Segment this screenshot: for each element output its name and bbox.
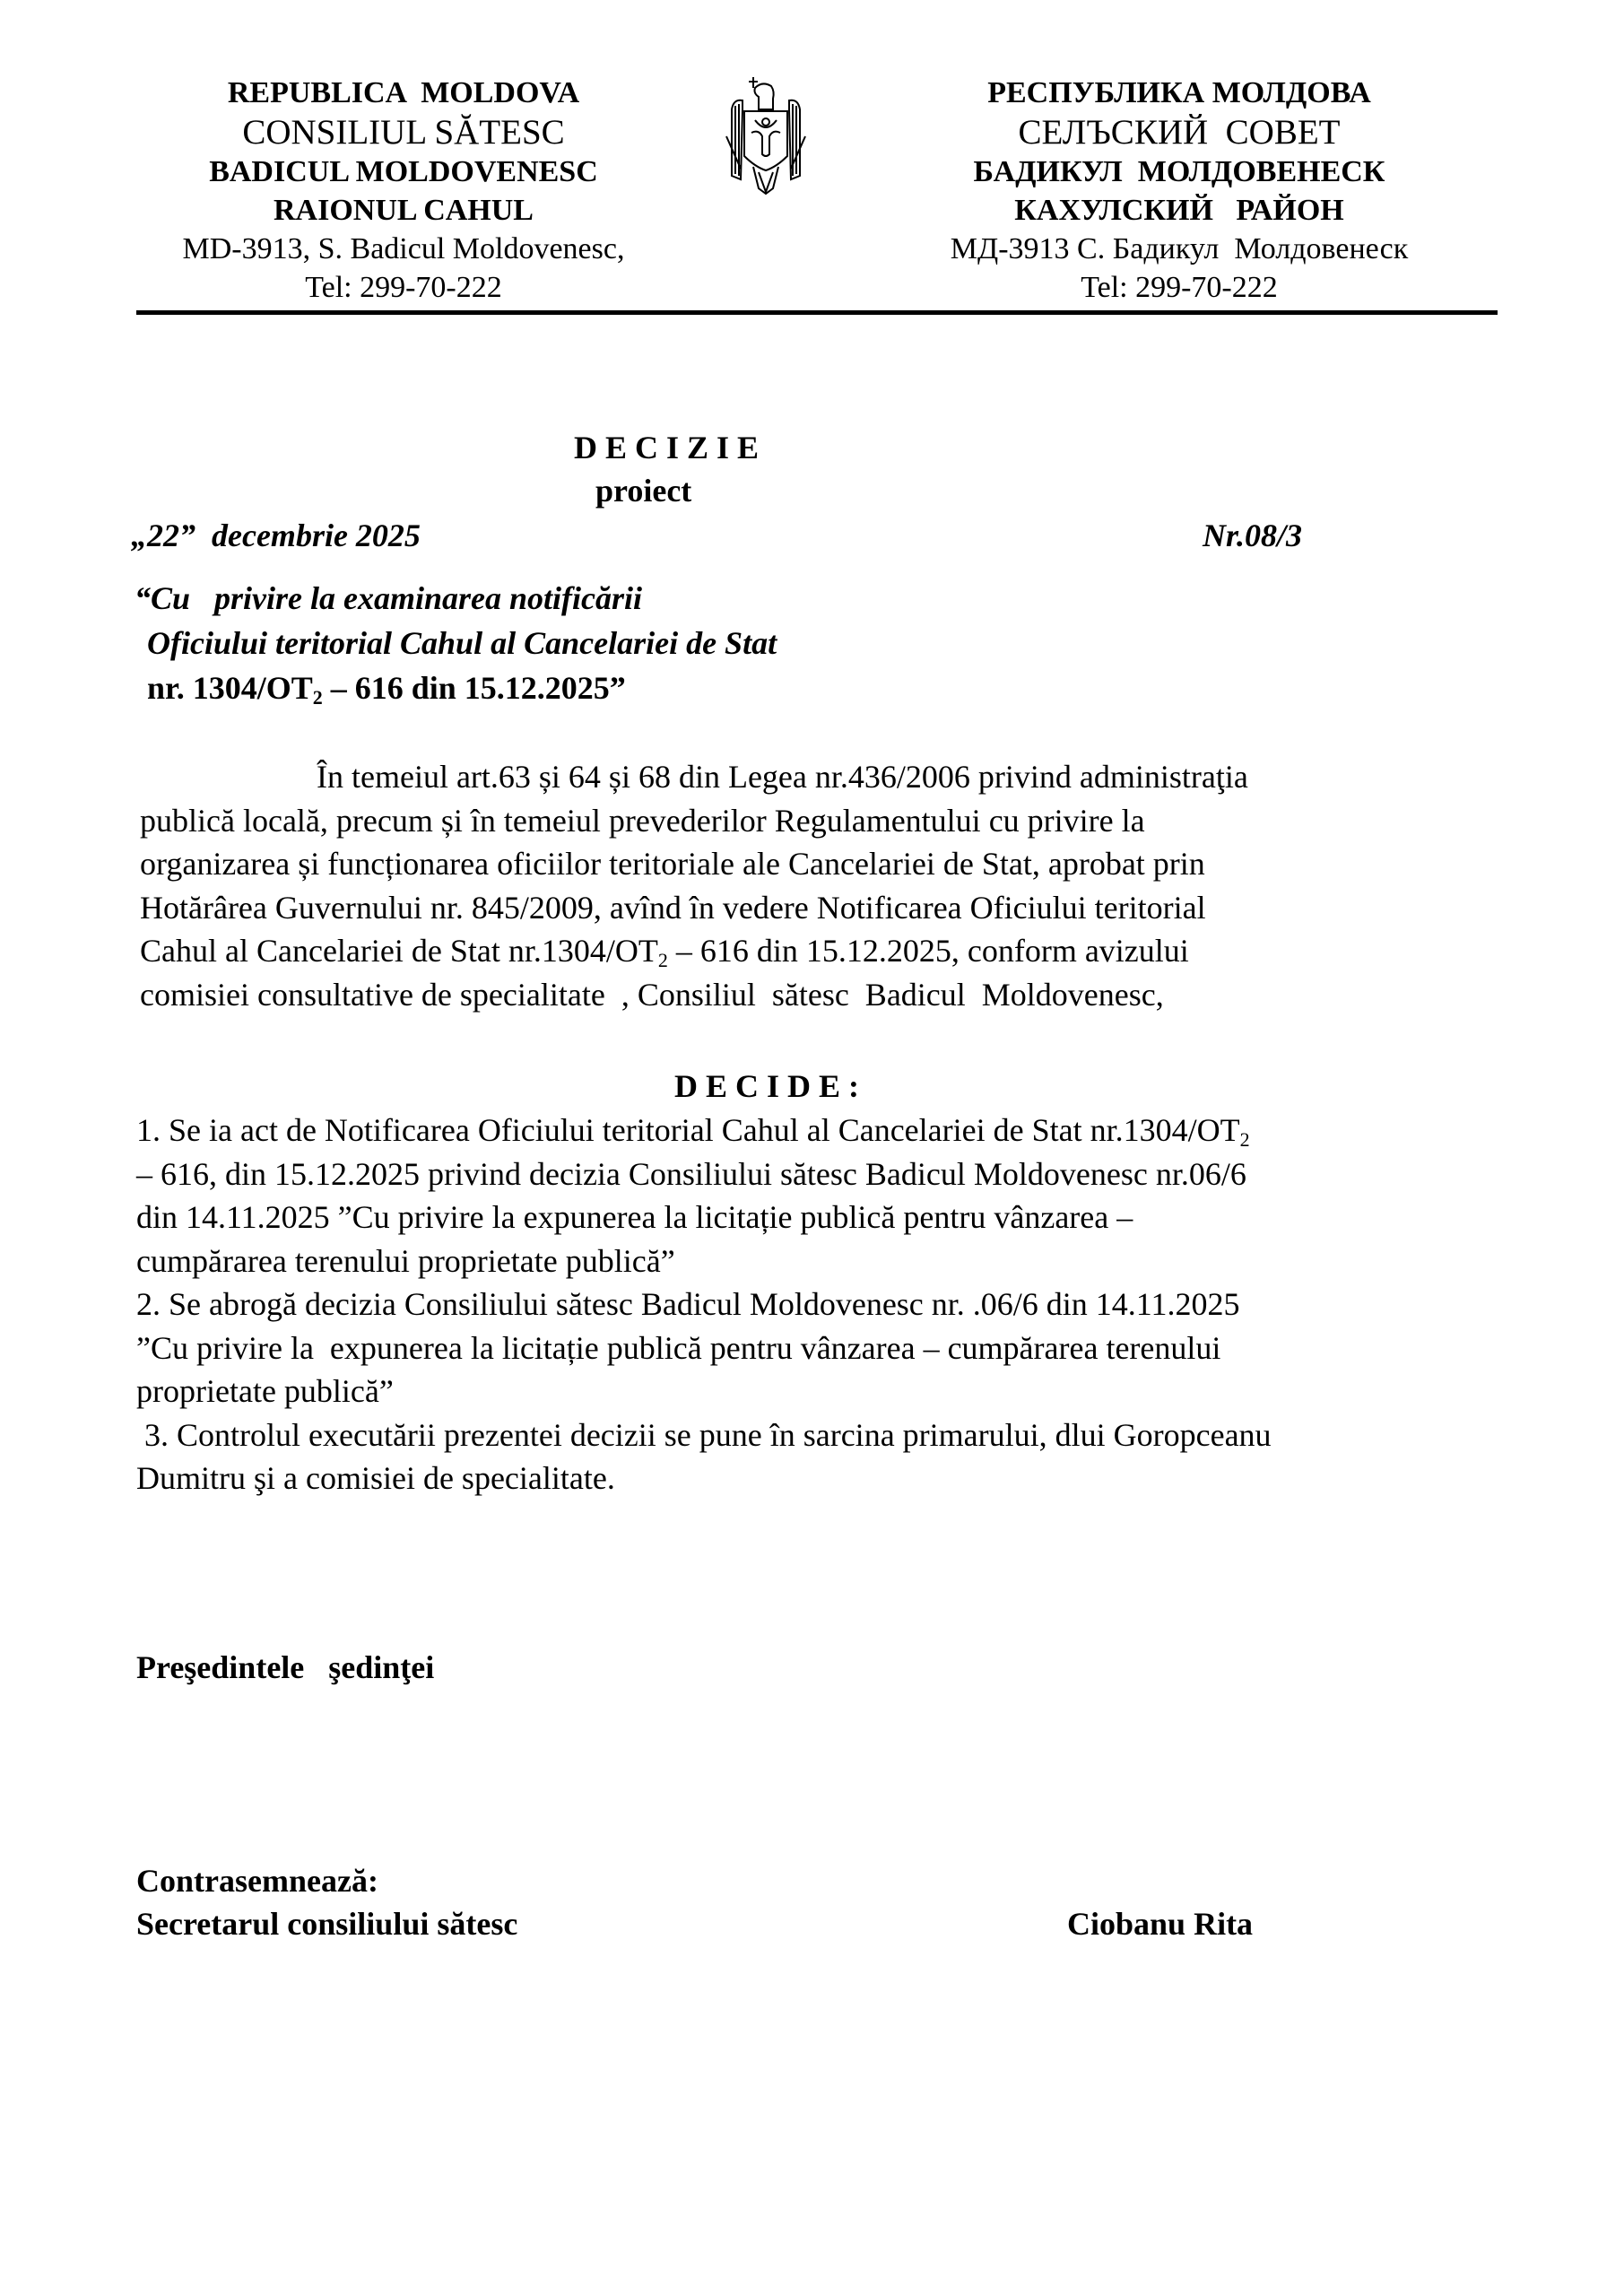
header-left-phone: Tel: 299-70-222: [305, 271, 502, 304]
header-right-block: [865, 74, 1493, 307]
header-left-district: RAIONUL CAHUL: [274, 194, 534, 227]
document-number: Nr.08/3: [1203, 517, 1303, 553]
decision-item-3-line: 3. Controlul executării prezentei decizii se pune în sarcina primarului, dlui Goropceanu: [136, 1416, 1272, 1453]
decision-item-2-line: 2. Se abrogă decizia Consiliului sătesc Badicul Moldovenesc nr. .06/6 din 14.11.2025: [136, 1286, 1240, 1322]
countersign-label: Contrasemnează:: [136, 1863, 378, 1899]
header-right-phone: Tel: 299-70-222: [1081, 271, 1278, 304]
subject-ref-number: nr. 1304/OT: [147, 670, 313, 706]
preamble-paragraph: [140, 755, 1503, 1016]
secretary-name: Ciobanu Rita: [1067, 1906, 1254, 1942]
header-left-address: MD-3913, S. Badicul Moldovenesc,: [182, 232, 625, 265]
coat-of-arms-icon: [723, 74, 809, 197]
header-right-address: МД-3913 С. Бадикул Молдовенеск: [950, 232, 1409, 265]
header-divider: [136, 310, 1498, 315]
decision-item-1-line: cumpărarea terenului proprietate publică”: [136, 1242, 675, 1279]
decision-item-1-line: din 14.11.2025 ”Cu privire la expunerea la licitație publică pentru vânzarea –: [136, 1199, 1133, 1235]
preamble-ref: Cahul al Cancelariei de Stat nr.1304/OT: [140, 933, 658, 969]
header-left-block: [90, 74, 717, 307]
subject-ref-rest: – 616 din 15.12.2025”: [322, 670, 626, 706]
decision-item-2-line: ”Cu privire la expunerea la licitație publică pentru vânzarea – cumpărarea terenului: [136, 1329, 1221, 1366]
preamble-line: organizarea și funcționarea oficiilor teritoriale ale Cancelariei de Stat, aprobat prin: [140, 846, 1205, 882]
header-right-council: СЕЛЪСКИЙ СОВЕТ: [1018, 113, 1341, 152]
preamble-line: comisiei consultative de specialitate , Consiliul sătesc Badicul Moldovenesc,: [140, 976, 1164, 1013]
preamble-ref-subscript: 2: [657, 949, 668, 971]
item-1-text: 1. Se ia act de Notificarea Oficiului teritorial Cahul al Cancelariei de Stat nr.1304/OT: [136, 1112, 1240, 1148]
item-1-subscript: 2: [1239, 1128, 1250, 1151]
chair-signature-label: Preşedintele şedinţei: [136, 1649, 435, 1685]
document-type: D E C I Z I E: [574, 430, 760, 465]
preamble-line: În temeiul art.63 și 64 și 68 din Legea nr.436/2006 privind administraţia: [317, 759, 1248, 795]
preamble-ref-rest: – 616 din 15.12.2025, conform avizului: [667, 933, 1189, 969]
secretary-title: Secretarul consiliului sătesc: [136, 1906, 518, 1942]
preamble-line: Hotărârea Guvernului nr. 845/2009, avînd în vedere Notificarea Oficiului teritorial: [140, 889, 1206, 926]
header-left-country: REPUBLICA MOLDOVA: [227, 76, 580, 109]
subject-line-3: [147, 669, 626, 707]
header-right-country: РЕСПУБЛИКА МОЛДОВА: [987, 76, 1371, 109]
header-right-district: КАХУЛСКИЙ РАЙОН: [1014, 194, 1344, 227]
header-left-council: CONSILIUL SĂTESC: [242, 113, 565, 152]
decide-heading: D E C I D E :: [674, 1068, 860, 1104]
document-status: proiect: [595, 473, 692, 509]
subject-line-2: Oficiului teritorial Cahul al Cancelariei de Stat: [147, 625, 777, 661]
decision-item-1-line: – 616, din 15.12.2025 privind decizia Consiliului sătesc Badicul Moldovenesc nr.06/6: [136, 1155, 1246, 1192]
header-left-village: BADICUL MOLDOVENESC: [209, 155, 598, 188]
decision-item-3-line: Dumitru şi a comisiei de specialitate.: [136, 1460, 615, 1496]
document-date: „22” decembrie 2025: [131, 517, 421, 553]
decision-items: [136, 1109, 1499, 1500]
subject-line-1: “Cu privire la examinarea notificării: [135, 580, 643, 616]
subject-ref-subscript: 2: [312, 686, 323, 709]
decision-item-1-line: [136, 1109, 1499, 1152]
preamble-line: publică locală, precum și în temeiul prevederilor Regulamentului cu privire la: [140, 802, 1145, 839]
header-right-village: БАДИКУЛ МОЛДОВЕНЕСК: [973, 155, 1385, 188]
decision-item-2-line: proprietate publică”: [136, 1373, 394, 1409]
preamble-line: [140, 929, 1503, 973]
